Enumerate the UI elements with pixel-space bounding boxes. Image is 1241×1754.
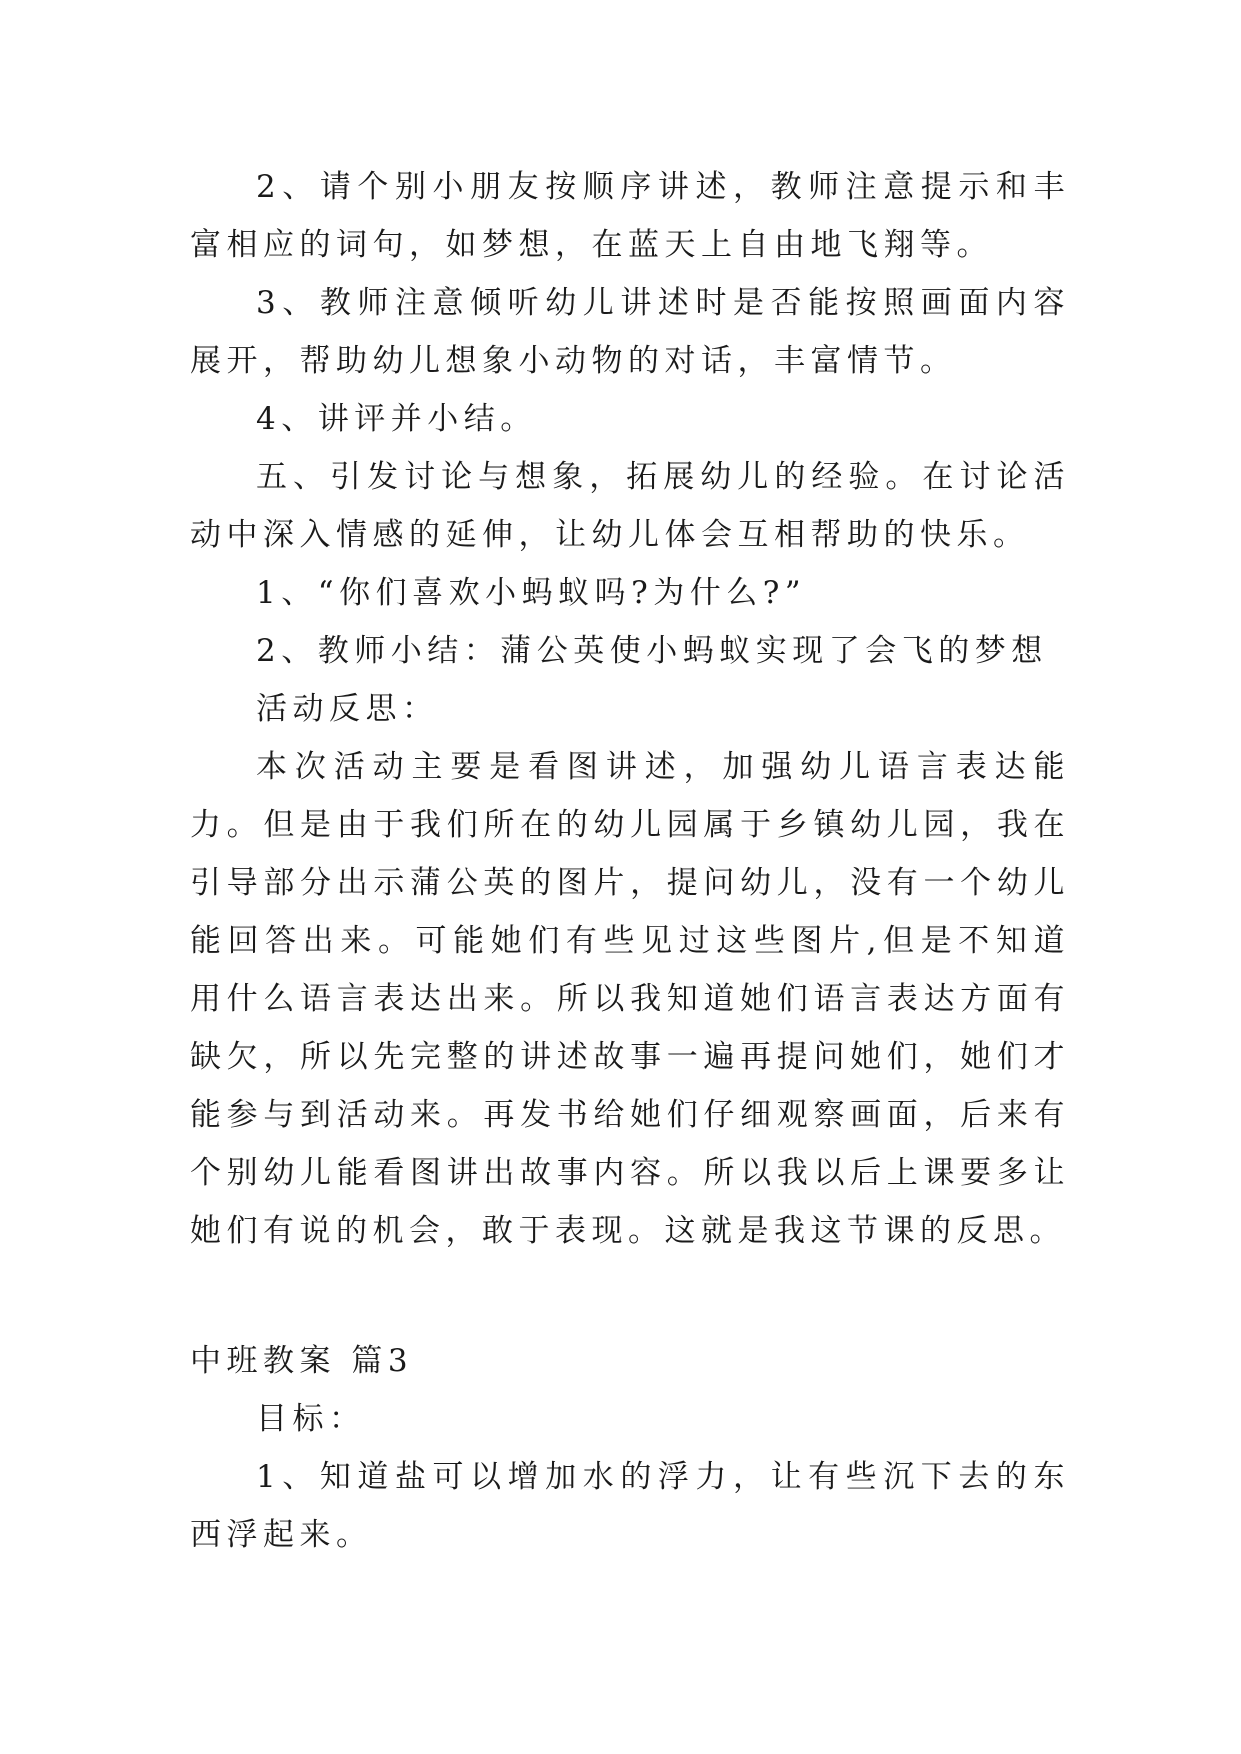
paragraph-reflection: 本次活动主要是看图讲述，加强幼儿语言表达能力。但是由于我们所在的幼儿园属于乡镇幼儿园，我在引导部分出示蒲公英的图片，提问幼儿，没有一个幼儿能回答出来。可能她们有些见过这些图片,但是不知道用什么语言表达出来。所以我知道她们语言表达方面有缺欠，所以先完整的讲述故事一遍再提问她们，她们才能参与到活动来。再发书给她们仔细观察画面，后来有个别幼儿能看图讲出故事内容。所以我以后上课要多让她们有说的机会，敢于表现。这就是我这节课的反思。 bbox=[190, 749, 1070, 1249]
section-heading: 中班教案 篇3 bbox=[190, 1343, 414, 1379]
paragraph: 4、讲评并小结。 bbox=[256, 401, 537, 437]
paragraph: 3、教师注意倾听幼儿讲述时是否能按照画面内容展开，帮助幼儿想象小动物的对话，丰富情节。 bbox=[190, 285, 1070, 379]
paragraph: 1、“你们喜欢小蚂蚁吗?为什么?” bbox=[256, 575, 807, 611]
paragraph: 五、引发讨论与想象，拓展幼儿的经验。在讨论活动中深入情感的延伸，让幼儿体会互相帮助的快乐。 bbox=[190, 459, 1070, 553]
paragraph: 1、知道盐可以增加水的浮力，让有些沉下去的东西浮起来。 bbox=[190, 1459, 1070, 1553]
paragraph: 2、教师小结：蒲公英使小蚂蚁实现了会飞的梦想 bbox=[256, 633, 1048, 669]
paragraph-reflection-label: 活动反思： bbox=[256, 691, 439, 727]
document-body bbox=[190, 158, 1070, 1564]
paragraph-goals-label: 目标： bbox=[256, 1401, 366, 1437]
paragraph: 2、请个别小朋友按顺序讲述，教师注意提示和丰富相应的词句，如梦想，在蓝天上自由地飞翔等。 bbox=[190, 169, 1070, 263]
